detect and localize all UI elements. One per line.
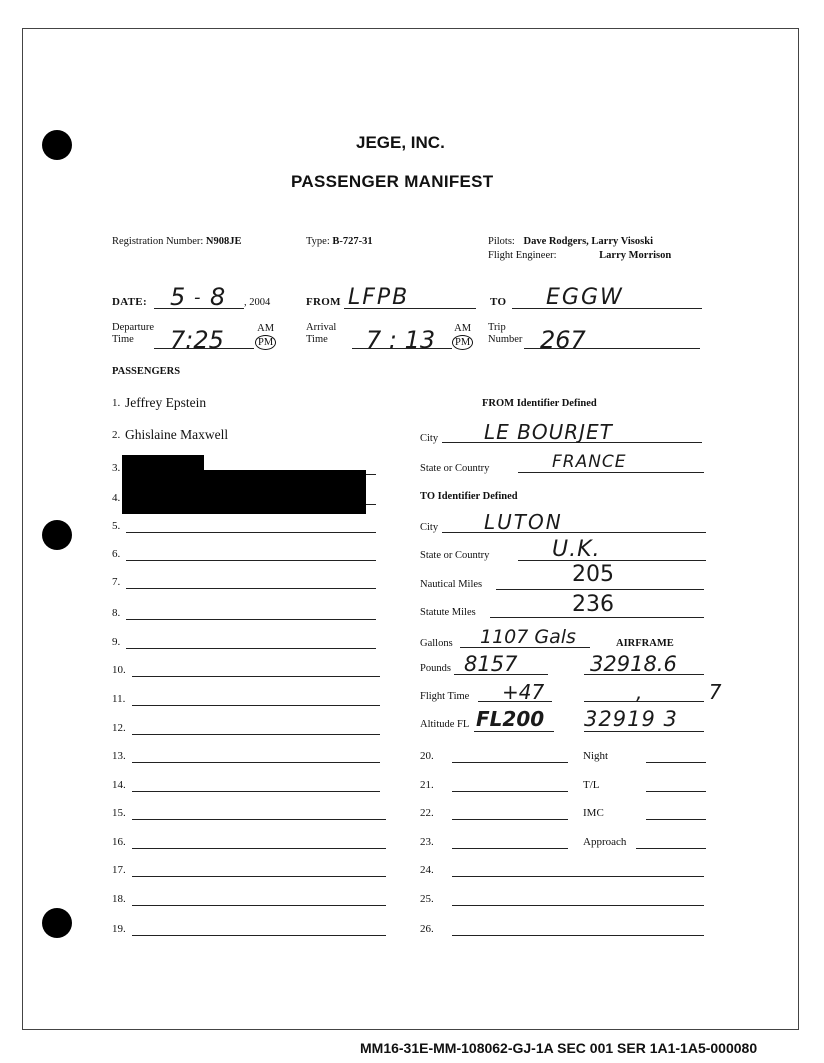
passenger-name-line <box>132 762 380 763</box>
passenger-row-number: 18. <box>112 893 126 905</box>
statute-miles-value: 236 <box>572 592 614 617</box>
company-name: JEGE, INC. <box>356 133 445 152</box>
to-country-label: State or Country <box>420 550 490 561</box>
date-sep: - <box>194 287 201 308</box>
pilots-value: Dave Rodgers, Larry Visoski <box>523 236 653 247</box>
statute-miles-label: Statute Miles <box>420 607 476 618</box>
gallons-label: Gallons <box>420 638 453 649</box>
altitude-underline <box>474 731 554 732</box>
airframe-label: AIRFRAME <box>616 638 674 649</box>
passenger-row-number: 6. <box>112 548 121 560</box>
passenger-name-line <box>126 560 376 561</box>
altitude-value: FL200 <box>476 707 545 731</box>
engineer-line <box>488 250 671 261</box>
passenger-name-line <box>132 905 386 906</box>
airframe-2-value: , 7 <box>636 680 752 704</box>
passenger-row-number: 4. <box>112 492 121 504</box>
extra-row-value-line <box>646 819 706 820</box>
extra-row-label: IMC <box>583 807 604 819</box>
registration-value: N908JE <box>205 236 242 247</box>
document-title: PASSENGER MANIFEST <box>291 172 494 191</box>
from-country-underline <box>518 472 704 473</box>
from-city-label: City <box>420 433 439 444</box>
redaction-row-3 <box>122 455 204 471</box>
punch-hole-top <box>42 130 72 160</box>
extra-row-line <box>452 848 568 849</box>
gallons-value: 1107 Gals <box>480 626 576 648</box>
passenger-name-line <box>126 648 376 649</box>
extra-row-number: 21. <box>420 779 434 791</box>
trip-number: 267 <box>540 326 586 354</box>
passenger-row-number: 5. <box>112 520 121 532</box>
from-identifier-heading: FROM Identifier Defined <box>482 398 597 409</box>
from-country-label: State or Country <box>420 463 490 474</box>
arrival-ampm <box>452 322 473 350</box>
to-country-value: U.K. <box>552 537 601 562</box>
extra-row-label: T/L <box>583 779 600 791</box>
punch-hole-middle <box>42 520 72 550</box>
from-country-value: FRANCE <box>552 452 627 472</box>
arrival-pm-circled: PM <box>452 335 473 350</box>
airframe-1-value: 32918.6 <box>590 652 677 676</box>
to-city-label: City <box>420 522 439 533</box>
passenger-name-line <box>132 676 380 677</box>
engineer-value: Larry Morrison <box>599 250 672 261</box>
departure-label <box>112 322 154 346</box>
passenger-name-line <box>132 876 386 877</box>
passenger-name-line <box>126 619 376 620</box>
trip-label-2: Number <box>488 334 523 345</box>
extra-row-value-line <box>646 762 706 763</box>
bates-number: MM16-31E-MM-108062-GJ-1A SEC 001 SER 1A1-1A5-000080 <box>360 1040 758 1056</box>
extra-row-value-line <box>636 848 706 849</box>
extra-row-number: 25. <box>420 893 434 905</box>
registration-line <box>112 236 242 247</box>
punch-hole-bottom <box>42 908 72 938</box>
passenger-row-number: 14. <box>112 779 126 791</box>
date-label: DATE: <box>112 296 147 308</box>
type-value: B-727-31 <box>332 236 373 247</box>
passenger-row-number: 8. <box>112 607 121 619</box>
extra-row-line <box>452 762 568 763</box>
altitude-label: Altitude FL <box>420 719 470 730</box>
airframe-3-underline <box>584 731 704 732</box>
passenger-name: Ghislaine Maxwell <box>125 427 229 442</box>
passenger-name-line <box>132 819 386 820</box>
extra-row-number: 24. <box>420 864 434 876</box>
passenger-name-line <box>132 705 380 706</box>
flight-time-label: Flight Time <box>420 691 470 702</box>
date-underline <box>154 308 244 309</box>
departure-label-1: Departure <box>112 322 154 333</box>
type-line <box>306 236 373 247</box>
passenger-row-number: 1. <box>112 397 121 409</box>
arrival-label-1: Arrival <box>306 322 337 333</box>
pounds-value: 8157 <box>464 652 518 676</box>
extra-row-line <box>452 876 704 877</box>
nautical-miles-underline <box>496 589 704 590</box>
departure-pm-circled: PM <box>255 335 276 350</box>
date-year: , 2004 <box>244 297 271 308</box>
passenger-row-number: 7. <box>112 576 121 588</box>
extra-row-line <box>452 791 568 792</box>
redaction-row-4 <box>122 470 366 514</box>
arrival-time: 7 : 13 <box>366 326 436 354</box>
extra-row-number: 26. <box>420 923 434 935</box>
passenger-row-number: 13. <box>112 750 126 762</box>
extra-row-line <box>452 819 568 820</box>
passenger-row-number: 16. <box>112 836 126 848</box>
passengers-heading: PASSENGERS <box>112 366 181 377</box>
extra-row-number: 20. <box>420 750 434 762</box>
to-code: EGGW <box>546 285 624 310</box>
type-label: Type: <box>306 236 330 247</box>
registration-label: Registration Number: <box>112 236 204 247</box>
departure-am: AM <box>257 323 275 334</box>
nautical-miles-label: Nautical Miles <box>420 579 483 590</box>
from-code: LFPB <box>348 285 410 310</box>
date-day: 8 <box>210 283 226 311</box>
to-city-underline <box>442 532 706 533</box>
date-month: 5 <box>170 283 186 311</box>
from-city-value: LE BOURJET <box>484 420 613 444</box>
passenger-row-number: 9. <box>112 636 121 648</box>
arrival-label-2: Time <box>306 334 328 345</box>
arrival-am: AM <box>454 323 472 334</box>
passenger-name-line <box>132 848 386 849</box>
passenger-name-line <box>132 791 380 792</box>
passenger-row-number: 17. <box>112 864 126 876</box>
extra-row-label: Night <box>583 750 609 762</box>
extra-row-line <box>452 905 704 906</box>
passenger-row-number: 3. <box>112 462 121 474</box>
statute-miles-underline <box>490 617 704 618</box>
passenger-name-line <box>126 588 376 589</box>
passenger-row-number: 15. <box>112 807 126 819</box>
passenger-row-number: 11. <box>112 693 126 705</box>
flight-time-value: +47 <box>502 680 545 704</box>
passenger-name-line <box>132 935 386 936</box>
to-label: TO <box>490 296 507 308</box>
departure-ampm <box>255 322 276 350</box>
from-label: FROM <box>306 296 341 308</box>
extra-row-number: 23. <box>420 836 434 848</box>
engineer-label: Flight Engineer: <box>488 250 557 261</box>
passenger-row-number: 12. <box>112 722 126 734</box>
pilots-line <box>488 236 653 247</box>
nautical-miles-value: 205 <box>572 562 614 587</box>
pounds-label: Pounds <box>420 663 451 674</box>
passenger-row-number: 19. <box>112 923 126 935</box>
passenger-name: Jeffrey Epstein <box>125 395 207 410</box>
airframe-3-value: 32919 3 <box>584 707 678 731</box>
to-country-underline <box>518 560 706 561</box>
departure-label-2: Time <box>112 334 134 345</box>
to-city-value: LUTON <box>484 510 563 534</box>
trip-label <box>488 322 522 346</box>
extra-row-line <box>452 935 704 936</box>
pilots-label: Pilots: <box>488 236 515 247</box>
departure-time: 7:25 <box>170 326 224 354</box>
passenger-name-line <box>126 532 376 533</box>
passenger-row-number: 2. <box>112 429 121 441</box>
trip-label-1: Trip <box>488 322 506 333</box>
passenger-row-number: 10. <box>112 664 126 676</box>
passenger-name-line <box>132 734 380 735</box>
extra-row-label: Approach <box>583 836 627 848</box>
to-identifier-heading: TO Identifier Defined <box>420 491 518 502</box>
extra-row-number: 22. <box>420 807 434 819</box>
extra-row-value-line <box>646 791 706 792</box>
arrival-label <box>306 322 336 346</box>
